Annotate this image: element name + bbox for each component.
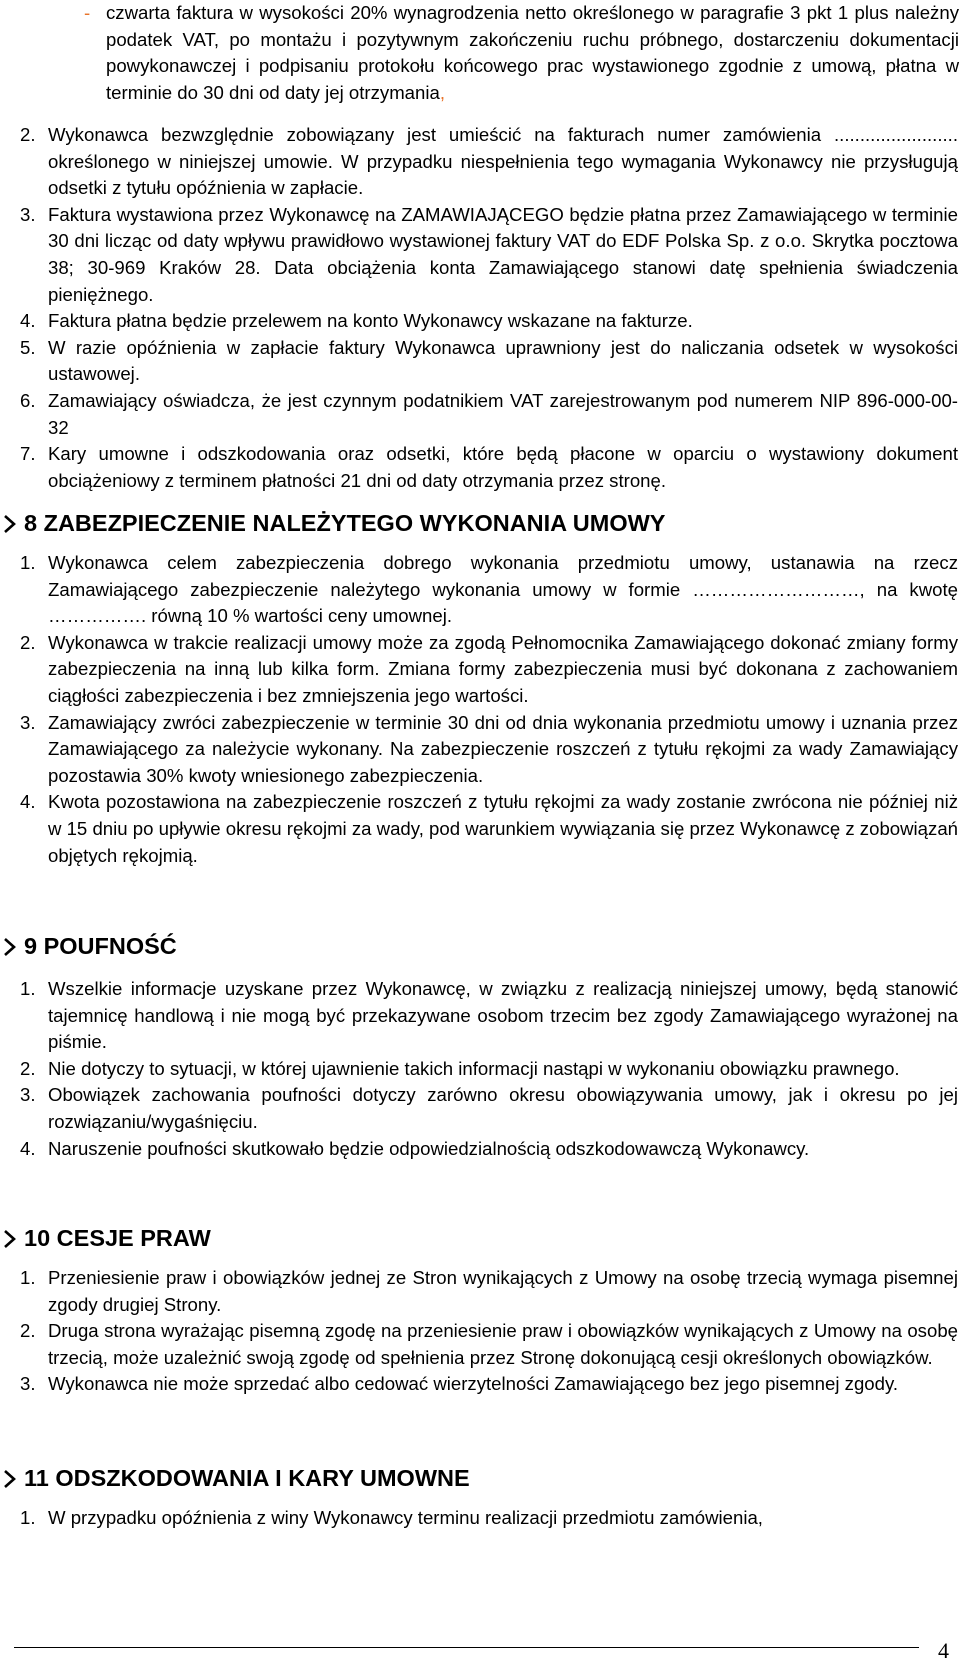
list-item — [14, 308, 958, 335]
payment-terms-list — [14, 122, 958, 494]
list-item-number: 2. — [20, 1320, 36, 1342]
list-item-number: 1. — [20, 1507, 36, 1528]
section-11-list — [14, 1505, 958, 1532]
arrow-bullet-icon — [4, 1469, 16, 1489]
section-10-list — [14, 1265, 958, 1398]
list-item-number: 1. — [20, 552, 36, 573]
list-item — [14, 1265, 958, 1318]
section-heading — [4, 933, 177, 960]
list-item-text: Druga strona wyrażając pisemną zgodę na przeniesienie praw i obowiązków wynikających z Umowy na osobę trzecią, może uzależnić swoją zgodę od spełnienia przez Stronę dokonującą cesji określonych obowiązków. — [48, 1320, 958, 1368]
dash-item-comma: , — [439, 81, 446, 103]
list-item — [14, 1318, 958, 1371]
list-item — [14, 976, 958, 1056]
list-item-text: Obowiązek zachowania poufności dotyczy zarówno okresu obowiązywania umowy, jak i okresu po jej rozwiązaniu/wygaśnięciu. — [48, 1084, 958, 1132]
list-item-text: Nie dotyczy to sytuacji, w której ujawnienie takich informacji nastąpi w wykonaniu obowiązku prawnego. — [48, 1057, 900, 1079]
list-item-text: Faktura płatna będzie przelewem na konto Wykonawcy wskazane na fakturze. — [48, 310, 693, 332]
section-title: 8 ZABEZPIECZENIE NALEŻYTEGO WYKONANIA UMOWY — [24, 510, 666, 536]
list-item-number: 6. — [20, 389, 36, 411]
list-item-text: W przypadku opóźnienia z winy Wykonawcy terminu realizacji przedmiotu zamówienia, — [48, 1507, 763, 1528]
arrow-bullet-icon — [4, 937, 16, 957]
list-item-number: 2. — [20, 631, 36, 653]
arrow-bullet-icon — [4, 1229, 16, 1249]
list-item-text: Wykonawca celem zabezpieczenia dobrego wykonania przedmiotu umowy, ustanawia na rzecz Zamawiającego zabezpieczenie należytego wykonania umowy w formie ………………………, na kwotę ……………. równą 10 % wartości ceny umownej. — [48, 552, 958, 627]
list-item-text: Zamawiający zwróci zabezpieczenie w terminie 30 dni od dnia wykonania przedmiotu umowy i uznania przez Zamawiającego za należycie wykonany. Na zabezpieczenie roszczeń z tytułu rękojmi za wady Zamawiający pozostawia 30% kwoty wniesionego zabezpieczenia. — [48, 711, 958, 786]
list-item-number: 3. — [20, 1373, 36, 1395]
list-item-number: 2. — [20, 124, 36, 145]
section-title: 11 ODSZKODOWANIA I KARY UMOWNE — [24, 1465, 470, 1491]
list-item — [14, 441, 958, 494]
list-item-number: 7. — [20, 443, 36, 465]
section-heading — [4, 1465, 470, 1492]
section-title: 9 POUFNOŚĆ — [24, 933, 177, 959]
section-9-list — [14, 976, 958, 1162]
list-item — [14, 550, 958, 630]
list-item-number: 3. — [20, 711, 36, 733]
list-item-text: Kwota pozostawiona na zabezpieczenie roszczeń z tytułu rękojmi za wady zostanie zwrócona nie później niż w 15 dniu po upływie okresu rękojmi za wady, pod warunkiem wywiązania się przez Wykonawcę z zobowiązań objętych rękojmią. — [48, 791, 958, 866]
dash-item-text: czwarta faktura w wysokości 20% wynagrodzenia netto określonego w paragrafie 3 pkt 1 plus należny podatek VAT, po montażu i pozytywnym zakończeniu ruchu próbnego, dostarczeniu dokumentacji powykonawczej i podpisaniu protokołu końcowego prac wystawionego zgodnie z umową, płatna w terminie do 30 dni od daty jej otrzymania — [106, 2, 959, 103]
list-item — [14, 1505, 958, 1532]
list-item-number: 1. — [20, 1267, 36, 1288]
list-item-number: 4. — [20, 1137, 36, 1159]
list-item-number: 5. — [20, 336, 36, 358]
section-heading — [4, 1225, 211, 1252]
list-item — [14, 388, 958, 441]
list-item — [14, 710, 958, 790]
list-item — [14, 1082, 958, 1135]
list-item — [14, 1056, 958, 1083]
footer-divider — [14, 1647, 919, 1648]
list-item-number: 4. — [20, 791, 36, 813]
list-item — [14, 122, 958, 202]
list-item-number: 3. — [20, 1084, 36, 1106]
list-item-number: 1. — [20, 978, 36, 999]
section-title: 10 CESJE PRAW — [24, 1225, 211, 1251]
section-heading — [4, 510, 665, 537]
page-number: 4 — [938, 1638, 949, 1663]
list-item-text: W razie opóźnienia w zapłacie faktury Wykonawca uprawniony jest do naliczania odsetek w wysokości ustawowej. — [48, 336, 958, 385]
dash-marker: - — [84, 2, 91, 23]
list-item-text: Zamawiający oświadcza, że jest czynnym podatnikiem VAT zarejestrowanym pod numerem NIP 896-000-00-32 — [48, 389, 958, 438]
list-item-number: 3. — [20, 203, 36, 225]
list-item-text: Naruszenie poufności skutkowało będzie odpowiedzialnością odszkodowawczą Wykonawcy. — [48, 1137, 810, 1159]
list-item-number: 4. — [20, 310, 36, 332]
list-item — [14, 202, 958, 308]
list-item-text: Wykonawca bezwzględnie zobowiązany jest umieścić na fakturach numer zamówienia ........................ określonego w niniejszej umowie. W przypadku niespełnienia tego wymagania Wykonawcy nie przysługują odsetki z tytułu opóźnienia w zapłacie. — [48, 124, 958, 199]
list-item-text: Przeniesienie praw i obowiązków jednej ze Stron wynikających z Umowy na osobę trzecią wymaga pisemnej zgody drugiej Strony. — [48, 1267, 958, 1315]
list-item-text: Wykonawca nie może sprzedać albo cedować wierzytelności Zamawiającego bez jego pisemnej zgody. — [48, 1373, 899, 1395]
list-item — [14, 335, 958, 388]
list-item-text: Kary umowne i odszkodowania oraz odsetki, które będą płacone w oparciu o wystawiony dokument obciążeniowy z terminem płatności 21 dni od daty otrzymania przez stronę. — [48, 443, 958, 491]
arrow-bullet-icon — [4, 514, 16, 534]
list-item-text: Faktura wystawiona przez Wykonawcę na ZAMAWIAJĄCEGO będzie płatna przez Zamawiającego w terminie 30 dni licząc od daty wpływu prawidłowo wystawionej faktury VAT do EDF Polska Sp. z o.o. Skrytka pocztowa 38; 30-969 Kraków 28. Data obciążenia konta Zamawiającego stanowi datę spełnienia świadczenia pieniężnego. — [48, 203, 958, 305]
list-item — [14, 789, 958, 869]
list-item — [14, 1136, 958, 1163]
list-item-number: 2. — [20, 1057, 36, 1079]
section-8-list — [14, 550, 958, 869]
list-item — [14, 630, 958, 710]
list-item — [14, 1371, 958, 1398]
list-item-text: Wszelkie informacje uzyskane przez Wykonawcę, w związku z realizacją niniejszej umowy, będą stanowić tajemnicę handlową i nie mogą być przekazywane osobom trzecim bez zgody Zamawiającego wyrażonej na piśmie. — [48, 978, 958, 1053]
intro-dash-item — [84, 0, 959, 106]
list-item-text: Wykonawca w trakcie realizacji umowy może za zgodą Pełnomocnika Zamawiającego dokonać zmiany formy zabezpieczenia na inną lub kilka form. Zmiana formy zabezpieczenia musi być dokonana z zachowaniem ciągłości zabezpieczenia i bez zmniejszenia jego wartości. — [48, 631, 958, 706]
